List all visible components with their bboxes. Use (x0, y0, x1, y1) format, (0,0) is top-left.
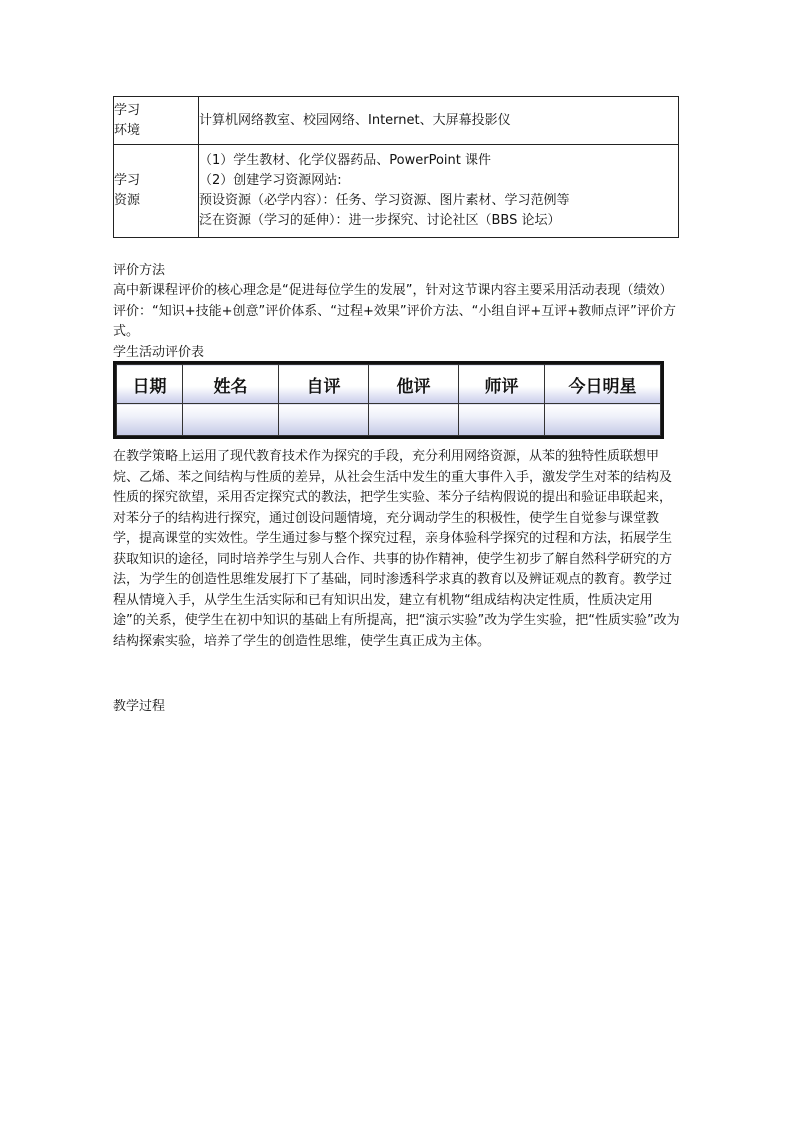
value-line: 泛在资源（学习的延伸）：进一步探究、讨论社区（BBS 论坛） (199, 213, 561, 228)
evaluation-title: 评价方法 (113, 263, 166, 278)
activity-evaluation-table (113, 361, 664, 439)
value-line: 预设资源（必学内容）：任务、学习资源、图片素材、学习范例等 (199, 193, 570, 208)
table-cell (459, 404, 545, 436)
teaching-strategy-paragraph: 在教学策略上运用了现代教育技术作为探究的手段，充分利用网络资源，从苯的独特性质联想甲烷、乙烯、苯之间结构与性质的差异，从社会生活中发生的重大事件入手，激发学生对苯的结构及性质的探究欲望，采用否定探究式的教法，把学生实验、苯分子结构假说的提出和验证串联起来，对苯分子的结构进行探究，通过创设问题情境，充分调动学生的积极性，使学生自觉参与课堂教学，提高课堂的实效性。学生通过参与整个探究过程，亲身体验科学探究的过程和方法，拓展学生获取知识的途径，同时培养学生与别人合作、共事的协作精神，使学生初步了解自然科学研究的方法，为学生的创造性思维发展打下了基础，同时渗透科学求真的教育以及辨证观点的教育。教学过程从情境入手，从学生生活实际和已有知识出发，建立有机物“组成结构决定性质，性质决定用途”的关系，使学生在初中知识的基础上有所提高，把“演示实验”改为学生实验，把“性质实验”改为结构探索实验，培养了学生的创造性思维，使学生真正成为主体。 (113, 449, 680, 649)
env-label-cell (114, 97, 199, 145)
table-cell (369, 404, 459, 436)
header-peer-eval: 他评 (369, 365, 459, 404)
table-row (114, 97, 679, 145)
evaluation-body: 高中新课程评价的核心理念是“促进每位学生的发展”，针对这节课内容主要采用活动表现（绩效）评价：“知识+技能+创意”评价体系、“过程+效果”评价方法、“小组自评+互评+教师点评”评价方式。 (113, 283, 676, 339)
label-line: 学习 (114, 173, 141, 188)
resource-label-cell (114, 145, 199, 238)
table-cell (183, 404, 279, 436)
activity-table-title: 学生活动评价表 (113, 345, 205, 360)
header-name: 姓名 (183, 365, 279, 404)
learning-environment-table (113, 96, 679, 238)
value-line: （2）创建学习资源网站: (199, 173, 342, 188)
env-value-cell (199, 97, 679, 145)
table-row (114, 145, 679, 238)
label-line: 学习 (114, 102, 141, 118)
value-line: 计算机网络教室、校园网络、Internet、大屏幕投影仪 (199, 112, 511, 128)
table-row (117, 404, 661, 436)
table-cell (545, 404, 661, 436)
header-self-eval: 自评 (279, 365, 369, 404)
table-cell (117, 404, 183, 436)
resource-value-cell (199, 145, 679, 238)
teaching-process-heading: 教学过程 (113, 699, 166, 714)
label-line: 资源 (114, 193, 141, 208)
header-date: 日期 (117, 365, 183, 404)
table-header-row (117, 365, 661, 404)
label-line: 环境 (114, 122, 141, 138)
header-star-of-day: 今日明星 (545, 365, 661, 404)
value-line: （1）学生教材、化学仪器药品、PowerPoint 课件 (199, 153, 491, 168)
header-teacher-eval: 师评 (459, 365, 545, 404)
table-cell (279, 404, 369, 436)
